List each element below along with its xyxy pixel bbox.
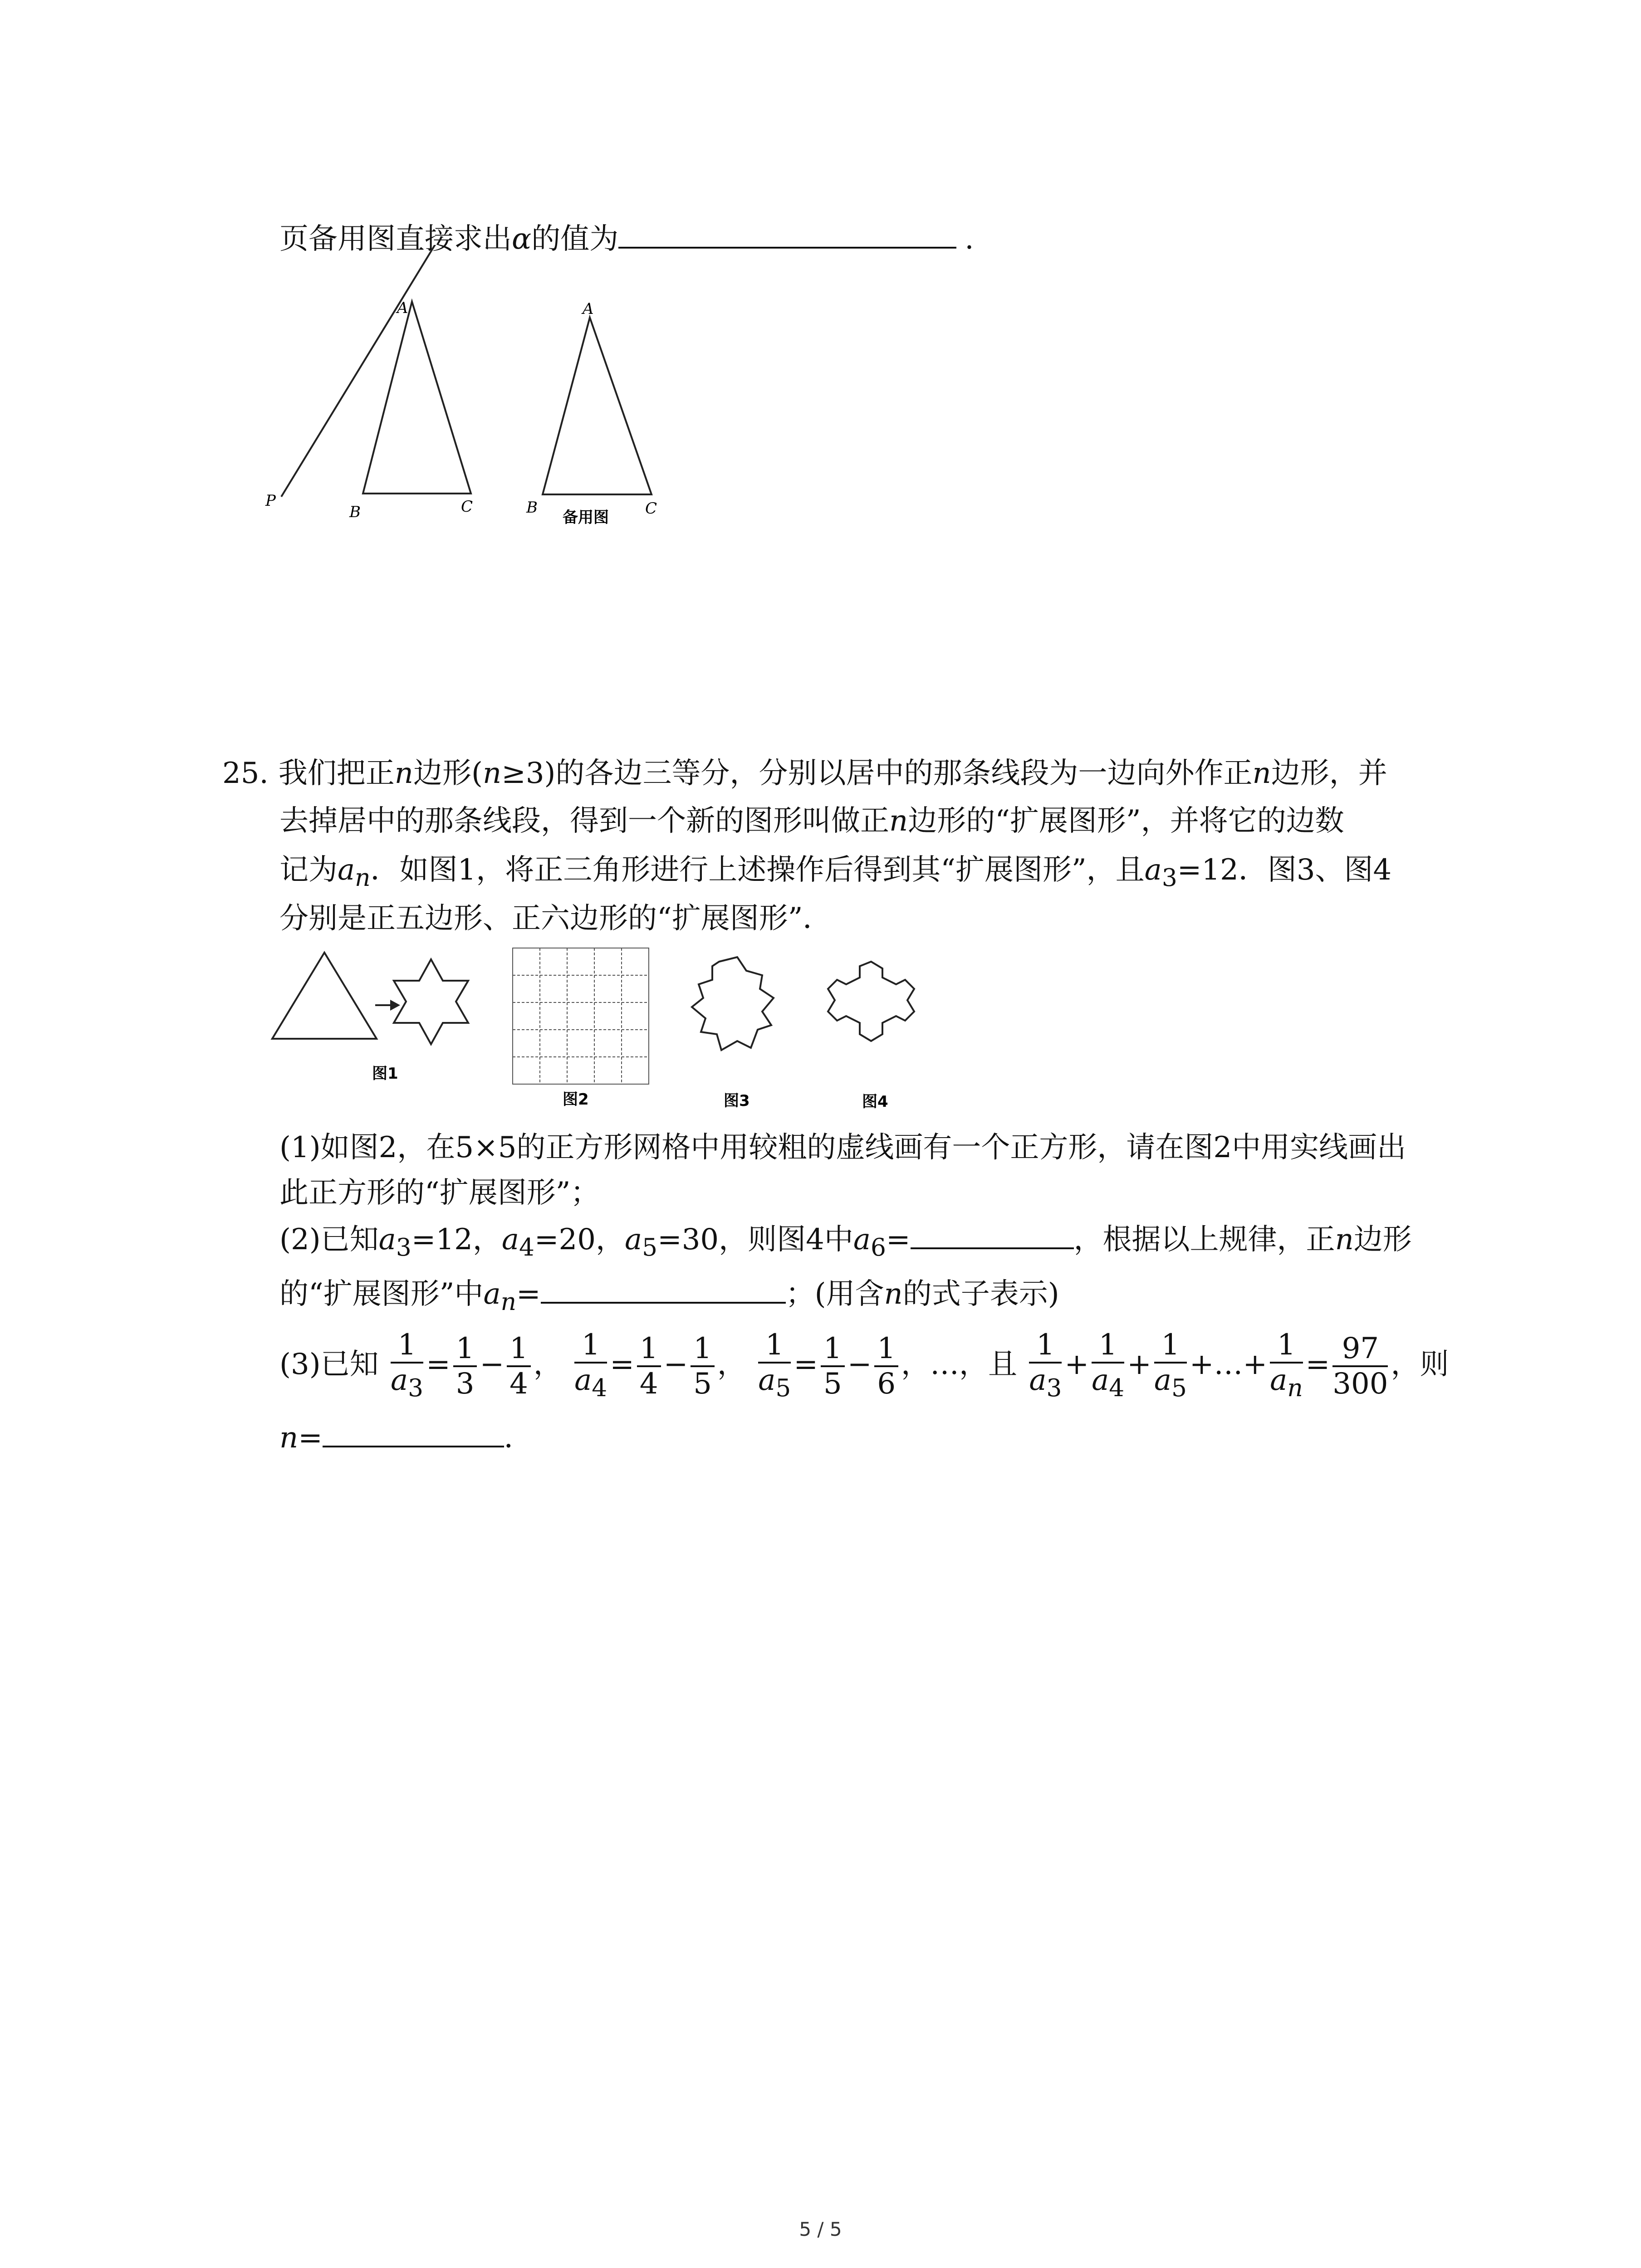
triangle-ABC [363,302,471,494]
label-C2: C [645,499,657,518]
q25-line-2: 去掉居中的那条线段，得到一个新的图形叫做正n边形的“扩展图形”，并将它的边数 [279,804,1344,838]
frac-1-a5: $\frac{1}{a_5}$ [758,1328,791,1402]
fig1-caption: 图1 [372,1065,398,1083]
frac-1-a4: $\frac{1}{a_4}$ [574,1328,607,1402]
label-A2: A [583,300,594,318]
q25-part2-line1: (2)已知$a_3=12$，$a_4=20$，$a_5=30$，则图4中$a_6=$ ，根据以上规律，正n边形 [279,1219,1412,1266]
frac-1-4: $\frac{1}{4}$ [507,1332,531,1401]
fig2-grid [513,948,649,1084]
fig1-star [394,959,468,1044]
triangle-figure [263,245,671,535]
frac-1-a3: $\frac{1}{a_3}$ [391,1328,424,1402]
alpha-symbol: α [512,222,532,256]
fig1-arrow-head [390,1000,400,1011]
top-text-before: 页备用图直接求出 [279,222,512,256]
spare-figure-caption: 备用图 [563,508,609,527]
q25-line-4: 分别是正五边形、正六边形的“扩展图形”． [279,902,832,935]
fig3-caption: 图3 [724,1092,750,1110]
fig3-shape [692,957,774,1050]
fig1-triangle [272,953,377,1039]
fig2-caption: 图2 [563,1090,589,1109]
q25-part3-line2: n= ． [279,1418,533,1456]
top-period: . [965,222,974,256]
answer-blank-alpha[interactable] [618,219,956,249]
answer-blank-a6[interactable] [911,1219,1074,1249]
q25-part1-line1: (1)如图2，在5×5的正方形网格中用较粗的虚线画有一个正方形，请在图2中用实线画出 [279,1131,1406,1164]
frac-1-3: $\frac{1}{3}$ [453,1332,477,1401]
extension-figures [268,943,930,1111]
q25-line-1: 25. 我们把正n边形(n≥3)的各边三等分，分别以居中的那条线段为一边向外作正n边形，并 [222,757,1387,790]
q25-number: 25. [222,757,269,790]
q25-part3-line1: (3)已知 $\frac{1}{a_3}$ = $\frac{1}{3}$ − $\frac{1}{4}$ ， $\frac{1}{a_4}$ = $\frac{1}{4}$ − $\frac{1}{5}$ ， $\frac{1}{a_5}$ = $\frac{1}{5}$ − $\frac{1}{6}$ ，…，且 $\frac{1}{a_3}$ + $\frac{1}{a_4}$ + $\frac{1}{a_5}$ +…+ $\frac{1}{a_n}$ = $\frac{97}{300}$ ，则 [279,1328,1449,1405]
q25-line-3: 记为$a_n$．如图1，将正三角形进行上述操作后得到其“扩展图形”，且$a_3=12$．图3、图4 [279,853,1392,892]
spare-triangle-ABC [543,318,652,494]
frac-97-300: $\frac{97}{300}$ [1332,1332,1388,1401]
label-C: C [461,498,473,516]
q25-part2-line2: 的“扩展图形”中$a_n=$ ；(用含n的式子表示) [279,1274,1059,1320]
ray-PA [281,245,445,497]
q25-part1-line2: 此正方形的“扩展图形”； [279,1176,600,1210]
page-number: 5 / 5 [799,2218,842,2240]
label-A: A [397,299,408,317]
top-text-after: 的值为 [531,222,619,256]
label-B2: B [526,499,538,517]
answer-blank-n[interactable] [323,1418,504,1447]
answer-blank-an[interactable] [541,1274,786,1304]
fig4-shape [828,962,914,1041]
fig4-caption: 图4 [862,1093,888,1111]
label-P: P [265,492,276,510]
label-B: B [349,503,361,521]
